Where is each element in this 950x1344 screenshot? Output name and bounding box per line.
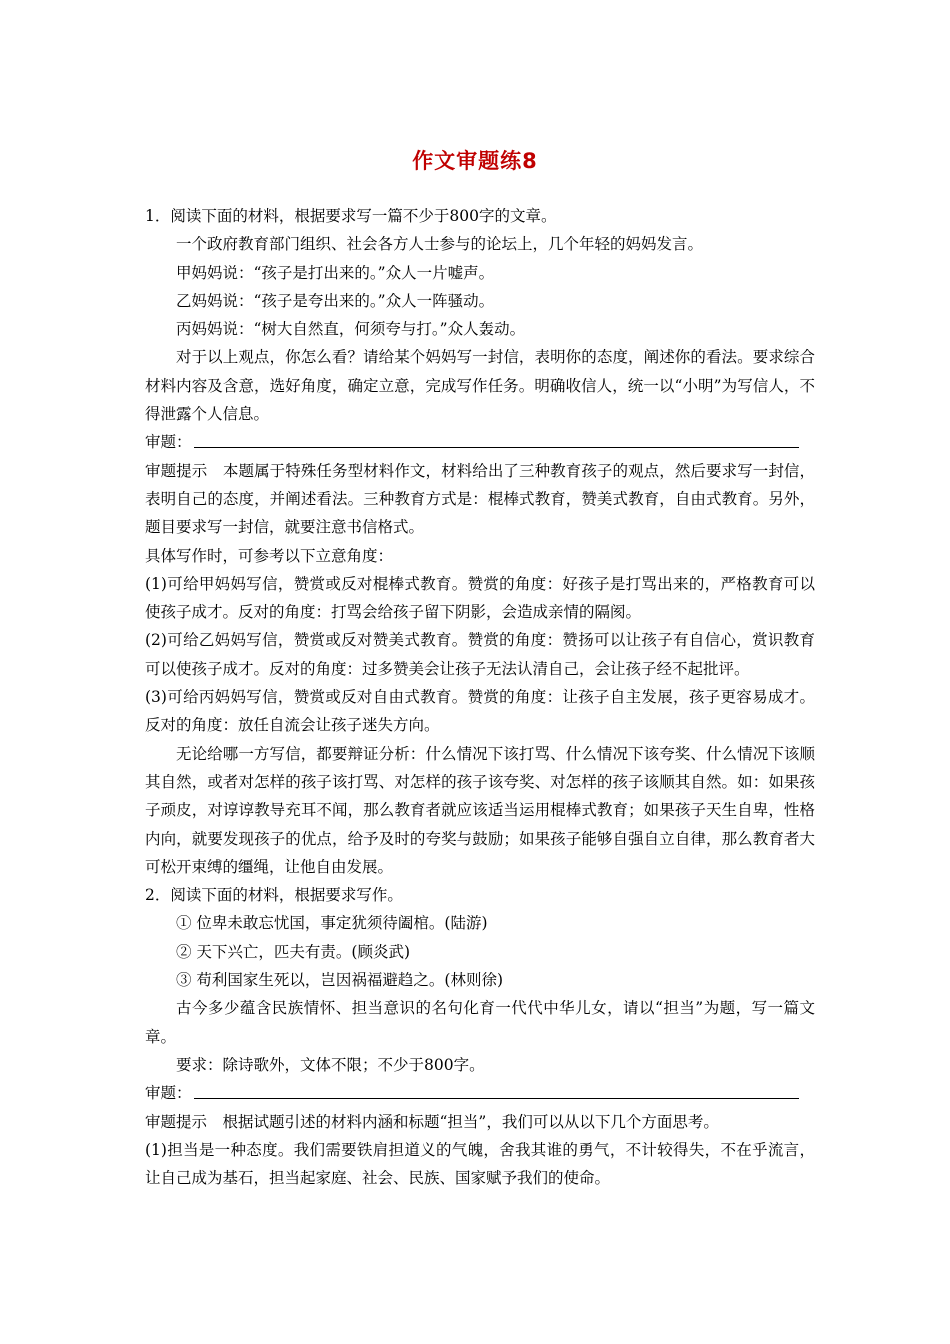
q1-sub-intro: 具体写作时，可参考以下立意角度： (145, 546, 394, 565)
answer-blank-line[interactable] (194, 447, 799, 448)
q1-conclusion (145, 740, 815, 881)
q2-quote: ③ 苟利国家生死以，岂因祸福避趋之。(林则徐) (176, 971, 504, 990)
q1-material-line: 甲妈妈说：“孩子是打出来的。”众人一片嘘声。 (176, 263, 495, 282)
q2-point: (1)担当是一种态度。我们需要铁肩担道义的气魄，舍我其谁的勇气，不计较得失，不在乎流言，让自己成为基石，担当起家庭、社会、民族、国家赋予我们的使命。 (145, 1140, 815, 1188)
q1-point: (2)可给乙妈妈写信，赞赏或反对赞美式教育。赞赏的角度：赞扬可以让孩子有自信心，赏识教育可以使孩子成才。反对的角度：过多赞美会让孩子无法认清自己，会让孩子经不起批评。 (145, 631, 815, 678)
document-body (145, 202, 815, 1192)
q1-prompt: 1．阅读下面的材料，根据要求写一篇不少于800字的文章。 (145, 207, 557, 225)
q2-prompt: 2．阅读下面的材料，根据要求写作。 (145, 886, 403, 905)
q1-conclusion-a: 无论给哪一方写信，都要辩证分析：什么情况下该打骂、什么情况下该夸奖、什么情况下该顺其自然，或者对怎样的孩子该打骂、对怎样的孩子该夸奖、对怎样的孩子该顺其自然。 (145, 744, 815, 791)
q1-conclusion-b: 如：如果孩子顽皮，对谆谆教导充耳不闻，那么教育者就应该适当运用棍棒式教育；如果孩子天生自卑，性格内向，就要发现孩子的优点，给予及时的夸奖与鼓励；如果孩子能够自强自立自律，那么教育者大可松开束缚的缰绳，让他自由发展。 (145, 772, 815, 876)
q1-point: (1)可给甲妈妈写信，赞赏或反对棍棒式教育。赞赏的角度：好孩子是打骂出来的，严格教育可以使孩子成才。反对的角度：打骂会给孩子留下阴影，会造成亲情的隔阂。 (145, 574, 815, 622)
q1-material-line: 一个政府教育部门组织、社会各方人士参与的论坛上，几个年轻的妈妈发言。 (176, 235, 704, 254)
page-title: 作文审题练8 (412, 149, 538, 173)
q2-quote: ② 天下兴亡，匹夫有责。(顾炎武) (176, 942, 411, 961)
q1-material-task: 对于以上观点，你怎么看？请给某个妈妈写一封信，表明你的态度，阐述你的看法。要求综合材料内容及含意，选好角度，确定立意，完成写作任务。明确收信人，统一以“小明”为写信人，不得泄露个人信息。 (145, 348, 815, 424)
q1-material-line: 丙妈妈说：“树大自然直，何须夸与打。”众人轰动。 (176, 320, 526, 339)
shenti-label: 审题： (145, 433, 192, 452)
answer-blank-line[interactable] (194, 1098, 799, 1099)
q1-shenti-row (145, 428, 815, 456)
shenti-label: 审题： (145, 1084, 192, 1103)
q2-quote: ① 位卑未敢忘忧国，事定犹须待阖棺。(陆游) (176, 914, 488, 933)
q1-hint: 审题提示 本题属于特殊任务型材料作文，材料给出了三种教育孩子的观点，然后要求写一封信，表明自己的态度，并阐述看法。三种教育方式是：棍棒式教育，赞美式教育，自由式教育。另外，题目要求写一封信，就要注意书信格式。 (145, 461, 815, 537)
q2-task: 古今多少蕴含民族情怀、担当意识的名句化育一代代中华儿女，请以“担当”为题，写一篇文章。 (145, 999, 815, 1046)
q1-point: (3)可给丙妈妈写信，赞赏或反对自由式教育。赞赏的角度：让孩子自主发展，孩子更容易成才。反对的角度：放任自流会让孩子迷失方向。 (145, 688, 815, 735)
q2-hint: 审题提示 根据试题引述的材料内涵和标题“担当”，我们可以从以下几个方面思考。 (145, 1112, 719, 1131)
q1-material-line: 乙妈妈说：“孩子是夸出来的。”众人一阵骚动。 (176, 291, 495, 310)
q2-requirement: 要求：除诗歌外，文体不限；不少于800字。 (176, 1055, 485, 1074)
q2-shenti-row (145, 1079, 815, 1107)
